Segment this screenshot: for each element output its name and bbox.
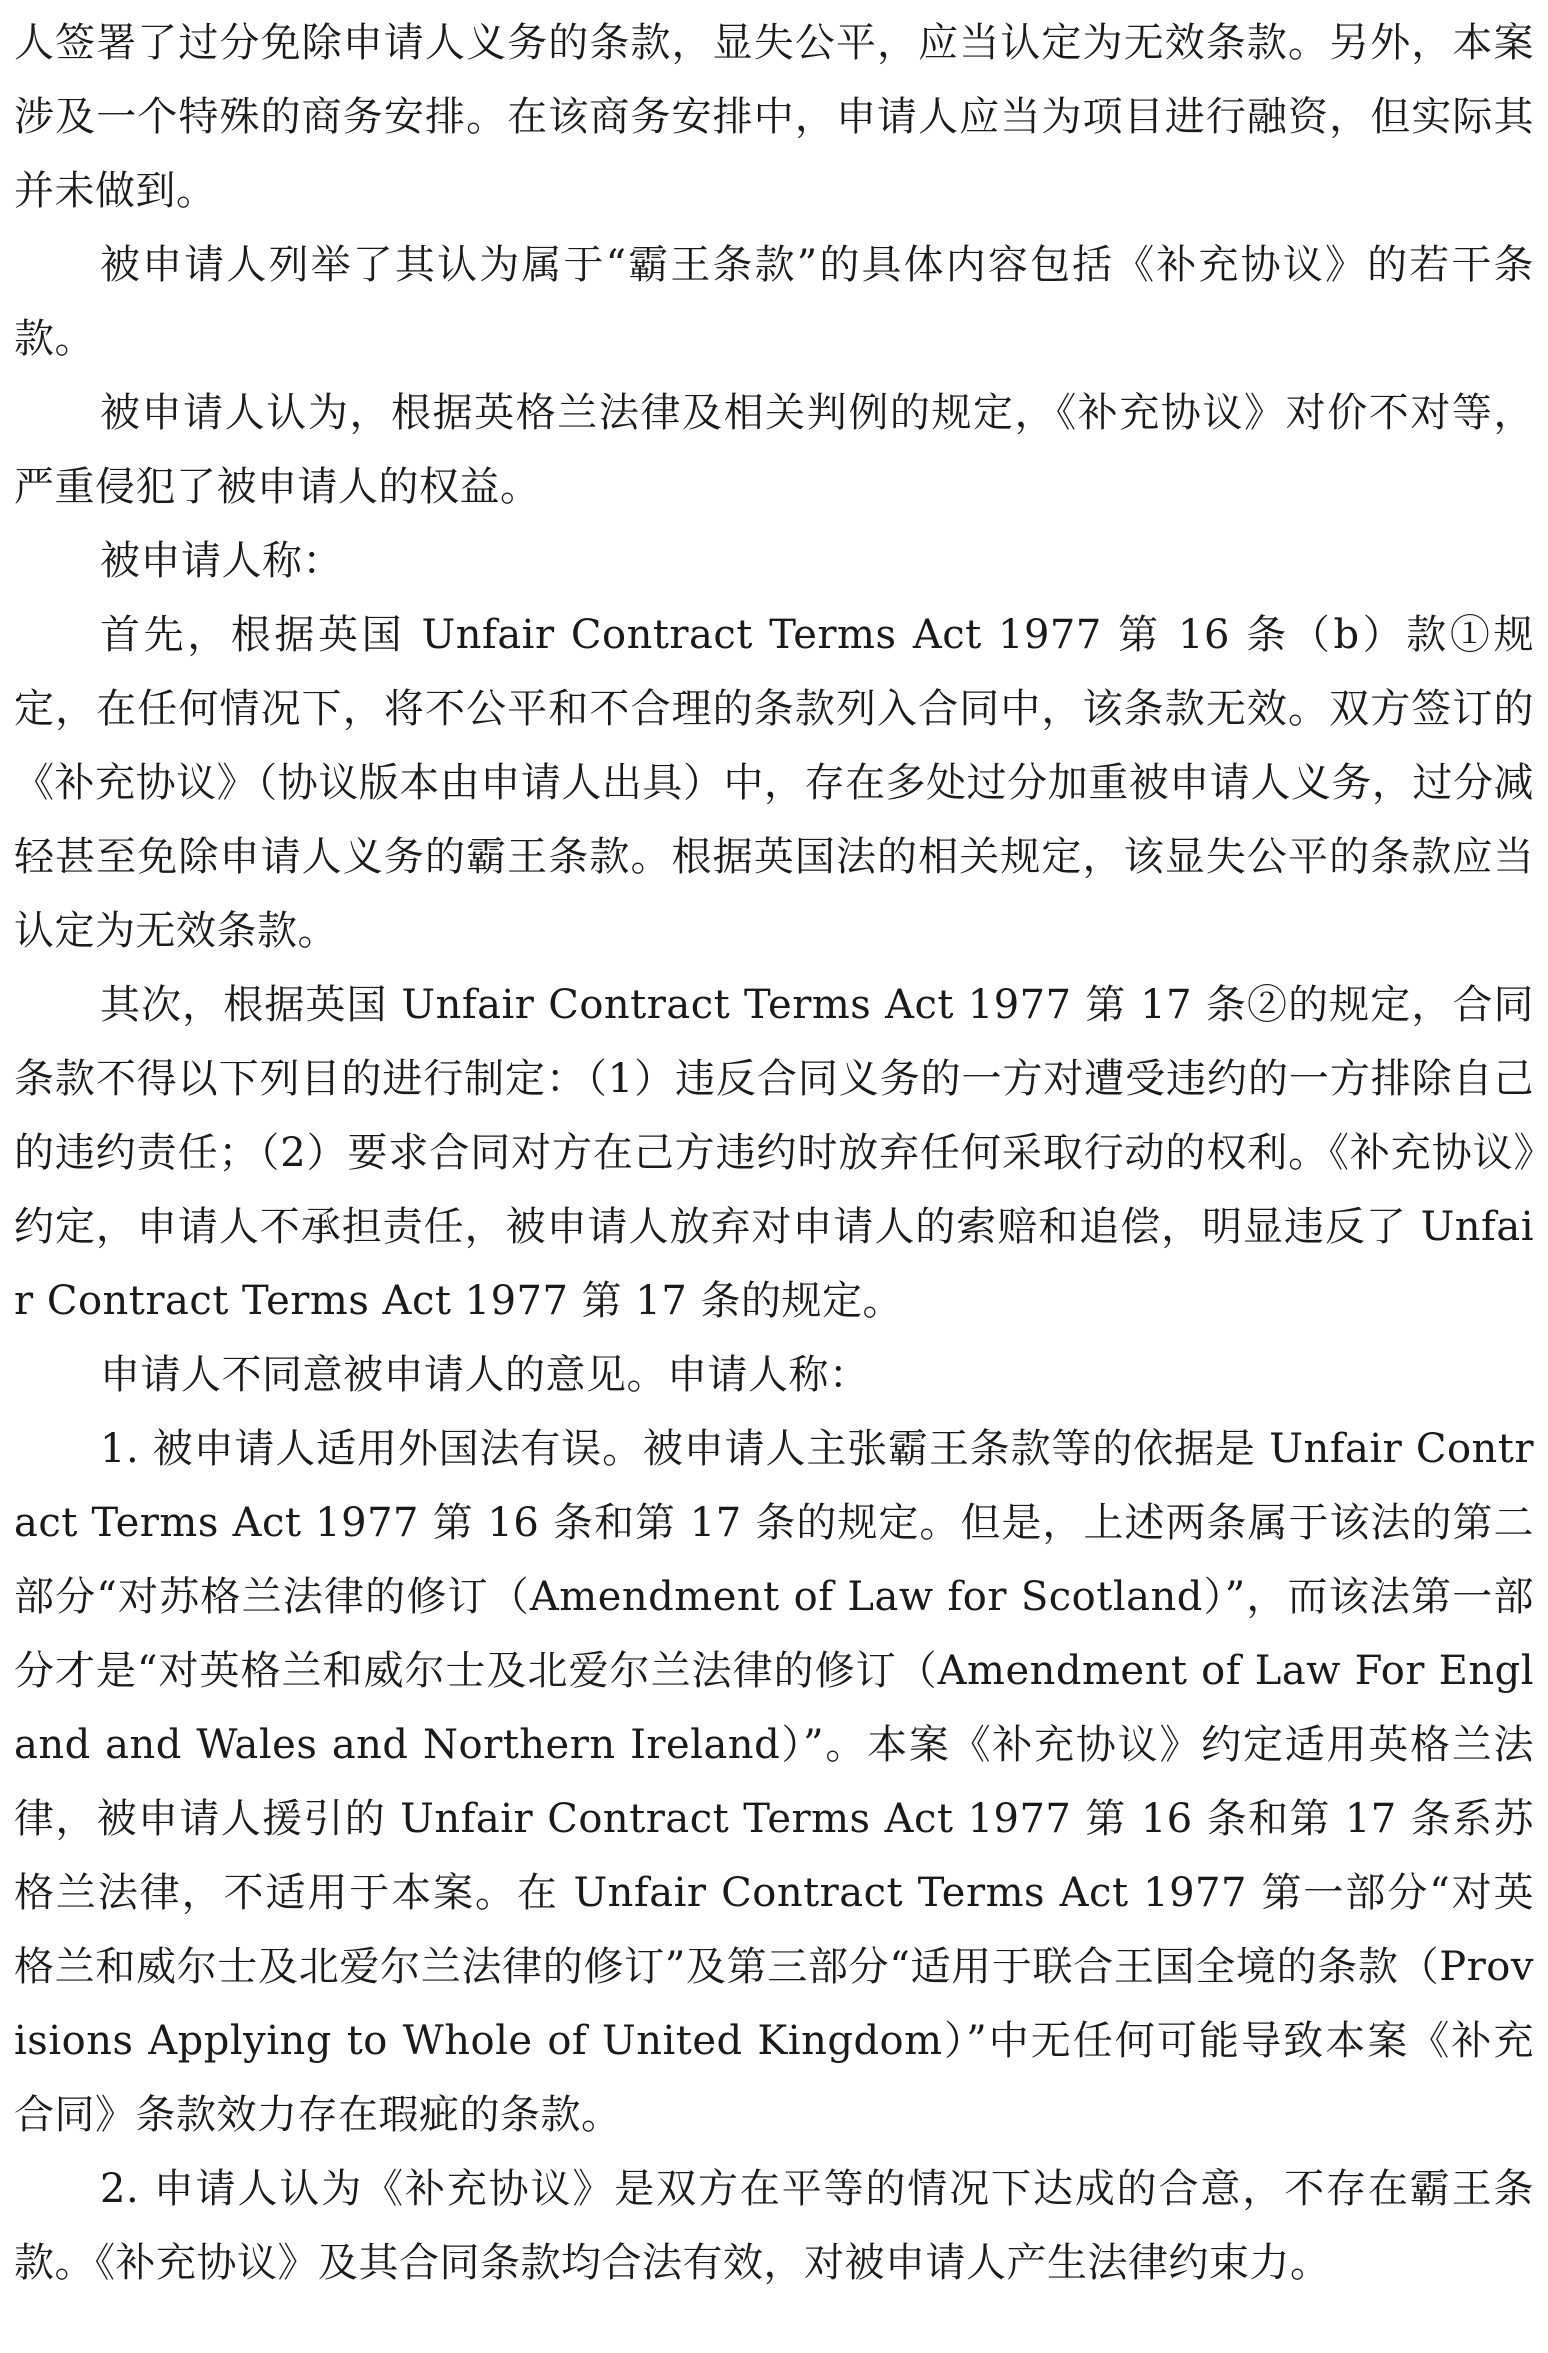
paragraph-continuation: 人签署了过分免除申请人义务的条款，显失公平，应当认定为无效条款。另外，本案涉及一个特殊的商务安排。在该商务安排中，申请人应当为项目进行融资，但实际其并未做到。 bbox=[14, 20, 1534, 214]
paragraph-overlord-clauses: 被申请人列举了其认为属于“霸王条款”的具体内容包括《补充协议》的若干条款。 bbox=[14, 242, 1534, 362]
paragraph-respondent-view: 被申请人认为，根据英格兰法律及相关判例的规定，《补充协议》对价不对等，严重侵犯了被申请人的权益。 bbox=[14, 390, 1534, 510]
paragraph-claimant-point-1: 1. 被申请人适用外国法有误。被申请人主张霸王条款等的依据是 Unfair Contract Terms Act 1977 第 16 条和第 17 条的规定。但是，上述两条属于该法的第二部分“对苏格兰法律的修订（Amendment of Law for Scotland）”，而该法第一部分才是“对英格兰和威尔士及北爱尔兰法律的修订（Amendment of Law For England and Wales and Northern Ireland）”。本案《补充协议》约定适用英格兰法律，被申请人援引的 Unfair Contract Terms Act 1977 第 16 条和第 17 条系苏格兰法律，不适用于本案。在 Unfair Contract Terms Act 1977 第一部分“对英格兰和威尔士及北爱尔兰法律的修订”及第三部分“适用于联合王国全境的条款（Provisions Applying to Whole of United Kingdom）”中无任何可能导致本案《补充合同》条款效力存在瑕疵的条款。 bbox=[14, 1426, 1534, 2138]
paragraph-second-point: 其次，根据英国 Unfair Contract Terms Act 1977 第 17 条②的规定，合同条款不得以下列目的进行制定：（1）违反合同义务的一方对遭受违约的一方排除自己的违约责任；（2）要求合同对方在己方违约时放弃任何采取行动的权利。《补充协议》约定，申请人不承担责任，被申请人放弃对申请人的索赔和追偿，明显违反了 Unfair Contract Terms Act 1977 第 17 条的规定。 bbox=[14, 982, 1534, 1324]
paragraph-claimant-point-2: 2. 申请人认为《补充协议》是双方在平等的情况下达成的合意，不存在霸王条款。《补充协议》及其合同条款均合法有效，对被申请人产生法律约束力。 bbox=[14, 2166, 1534, 2286]
paragraph-respondent-states: 被申请人称： bbox=[100, 538, 343, 584]
paragraph-claimant-disagrees: 申请人不同意被申请人的意见。申请人称： bbox=[100, 1352, 870, 1398]
paragraph-first-point: 首先，根据英国 Unfair Contract Terms Act 1977 第 16 条（b）款①规定，在任何情况下，将不公平和不合理的条款列入合同中，该条款无效。双方签订的《补充协议》（协议版本由申请人出具）中，存在多处过分加重被申请人义务，过分减轻甚至免除申请人义务的霸王条款。根据英国法的相关规定，该显失公平的条款应当认定为无效条款。 bbox=[14, 612, 1534, 954]
